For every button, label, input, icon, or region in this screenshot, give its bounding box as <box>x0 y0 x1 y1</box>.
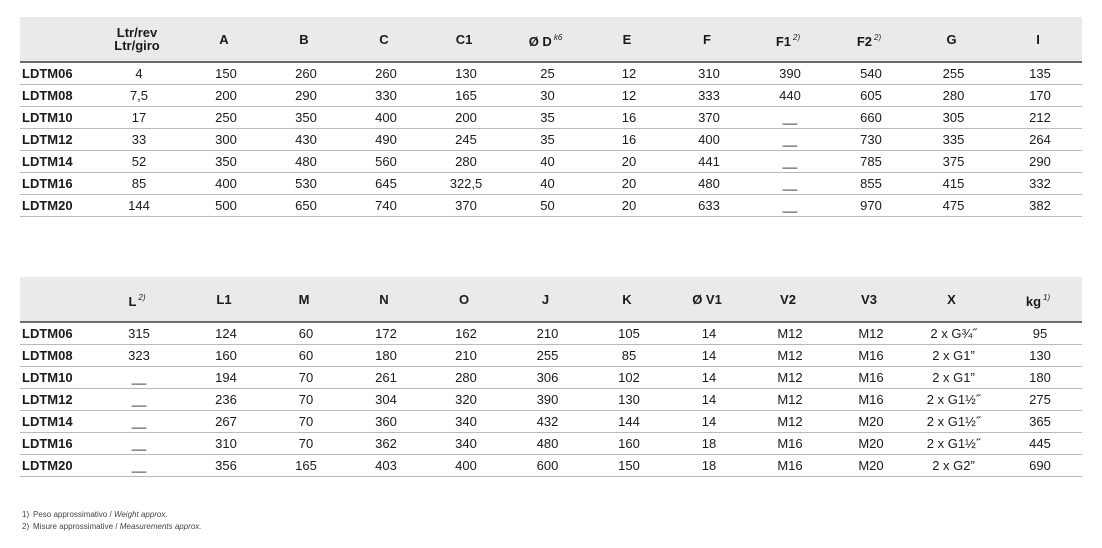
value-cell: M16 <box>858 370 884 385</box>
footnote: 1) Peso approssimativo / Weight approx. <box>22 510 168 519</box>
header-cell: G <box>946 31 957 47</box>
value-cell: 12 <box>621 88 637 103</box>
value-cell: 165 <box>455 88 477 103</box>
model-name-cell: LDTM10 <box>22 370 73 385</box>
value-cell: 480 <box>698 176 720 191</box>
header-cell: F1 $^{2)}$ <box>775 32 801 49</box>
header-cell: kg $^{1)}$ <box>1025 292 1051 309</box>
value-cell: 445 <box>1029 436 1051 451</box>
value-cell: 2 x G1” <box>932 370 975 385</box>
value-cell: 267 <box>215 414 237 429</box>
value-cell: 165 <box>295 458 317 473</box>
value-cell: 280 <box>455 370 477 385</box>
value-cell: 150 <box>618 458 640 473</box>
value-cell: 2 x G1½˝ <box>926 414 981 429</box>
header-cell: V3 <box>861 291 877 307</box>
value-cell: 60 <box>298 348 314 363</box>
value-cell: 2 x G1” <box>932 348 975 363</box>
value-cell: M12 <box>858 326 884 341</box>
value-cell: 14 <box>701 326 717 341</box>
value-cell: 18 <box>701 436 717 451</box>
value-cell: 530 <box>295 176 317 191</box>
value-cell: 30 <box>540 88 555 103</box>
value-cell: M12 <box>777 348 803 363</box>
model-name-cell: LDTM12 <box>22 392 73 407</box>
value-cell: 52 <box>131 154 147 169</box>
value-cell: 14 <box>701 392 717 407</box>
value-cell: 370 <box>698 110 720 125</box>
value-cell: 390 <box>536 392 559 407</box>
value-cell: 160 <box>215 348 237 363</box>
table-row <box>20 173 1082 195</box>
value-cell: 2 x G¾˝ <box>930 326 977 341</box>
value-cell: 365 <box>1029 414 1051 429</box>
header-cell: Ltr/rev Ltr/giro <box>114 25 160 53</box>
model-name-cell: LDTM16 <box>22 176 73 191</box>
header-cell: X <box>947 291 956 307</box>
value-cell: 160 <box>618 436 640 451</box>
header-cell: B <box>299 31 309 47</box>
value-cell: 95 <box>1032 326 1048 341</box>
value-cell: 350 <box>215 154 237 169</box>
model-name-cell: LDTM14 <box>22 414 73 429</box>
value-cell: 20 <box>621 176 637 191</box>
header-cell: F <box>703 31 711 47</box>
value-cell: 180 <box>1029 370 1051 385</box>
value-cell: 236 <box>215 392 237 407</box>
value-cell: 500 <box>215 198 237 213</box>
value-cell: 130 <box>618 392 640 407</box>
value-cell: 335 <box>942 132 965 147</box>
value-cell: 200 <box>455 110 477 125</box>
table-row <box>20 389 1082 411</box>
value-cell: 332 <box>1029 176 1051 191</box>
model-name-cell: LDTM12 <box>22 132 73 147</box>
value-cell: 475 <box>942 198 965 213</box>
table-header <box>20 17 1082 63</box>
value-cell: 300 <box>215 132 237 147</box>
table-row <box>20 107 1082 129</box>
value-cell: 333 <box>698 88 720 103</box>
value-cell: 660 <box>860 110 882 125</box>
value-cell: 280 <box>455 154 477 169</box>
value-cell: 194 <box>215 370 237 385</box>
value-cell: 400 <box>375 110 397 125</box>
value-cell: M12 <box>777 392 803 407</box>
value-cell: 600 <box>536 458 559 473</box>
header-cell: A <box>219 31 229 47</box>
table-row <box>20 411 1082 433</box>
model-name-cell: LDTM20 <box>22 198 73 213</box>
value-cell: 85 <box>131 176 147 191</box>
value-cell: M16 <box>858 348 884 363</box>
value-cell: 290 <box>295 88 317 103</box>
value-cell: 212 <box>1029 110 1051 125</box>
header-cell: K <box>622 291 632 307</box>
value-cell: 162 <box>455 326 477 341</box>
table-row <box>20 367 1082 389</box>
table-header <box>20 277 1082 323</box>
header-cell: C1 <box>455 31 473 47</box>
value-cell: 403 <box>375 458 397 473</box>
model-name-cell: LDTM06 <box>22 66 73 81</box>
table-body <box>20 63 1082 217</box>
value-cell: 605 <box>860 88 882 103</box>
value-cell: 280 <box>942 88 965 103</box>
header-cell: E <box>622 31 632 47</box>
header-cell: J <box>541 291 550 307</box>
value-cell: 70 <box>298 414 314 429</box>
header-cell: F2 $^{2)}$ <box>856 32 882 49</box>
value-cell: 650 <box>295 198 317 213</box>
header-cell: O <box>458 291 470 307</box>
value-cell: 785 <box>860 154 882 169</box>
value-cell: 370 <box>455 198 477 213</box>
value-cell: 356 <box>215 458 237 473</box>
value-cell: __ <box>782 154 798 169</box>
value-cell: 18 <box>701 458 717 473</box>
value-cell: 330 <box>375 88 397 103</box>
value-cell: 490 <box>375 132 397 147</box>
header-cell: L $^{2)}$ <box>128 292 146 309</box>
header-cell: L1 <box>216 291 232 307</box>
value-cell: 415 <box>942 176 965 191</box>
value-cell: 33 <box>131 132 147 147</box>
value-cell: M12 <box>777 326 803 341</box>
value-cell: 290 <box>1029 154 1051 169</box>
value-cell: 172 <box>375 326 397 341</box>
value-cell: 7,5 <box>129 88 149 103</box>
header-cell: N <box>379 291 389 307</box>
value-cell: 480 <box>295 154 317 169</box>
value-cell: 70 <box>298 392 314 407</box>
value-cell: __ <box>782 110 798 125</box>
header-cell: C <box>379 31 389 47</box>
value-cell: 260 <box>375 66 397 81</box>
value-cell: 144 <box>128 198 150 213</box>
value-cell: 400 <box>455 458 477 473</box>
header-cell: I <box>1036 31 1040 47</box>
table-row <box>20 151 1082 173</box>
value-cell: 645 <box>375 176 397 191</box>
value-cell: __ <box>131 370 147 385</box>
value-cell: M20 <box>858 458 884 473</box>
value-cell: 540 <box>860 66 882 81</box>
value-cell: 690 <box>1029 458 1051 473</box>
value-cell: 255 <box>942 66 965 81</box>
model-name-cell: LDTM14 <box>22 154 73 169</box>
value-cell: 50 <box>540 198 555 213</box>
table-row <box>20 129 1082 151</box>
model-name-cell: LDTM10 <box>22 110 73 125</box>
value-cell: 306 <box>536 370 559 385</box>
value-cell: M20 <box>858 414 884 429</box>
value-cell: 560 <box>375 154 397 169</box>
value-cell: 70 <box>298 370 314 385</box>
model-name-cell: LDTM16 <box>22 436 73 451</box>
value-cell: 261 <box>375 370 397 385</box>
value-cell: 2 x G2” <box>932 458 975 473</box>
value-cell: 340 <box>455 414 477 429</box>
value-cell: 305 <box>942 110 965 125</box>
value-cell: 260 <box>295 66 317 81</box>
value-cell: 85 <box>621 348 637 363</box>
table-row <box>20 195 1082 217</box>
value-cell: 17 <box>131 110 147 125</box>
model-name-cell: LDTM08 <box>22 88 73 103</box>
value-cell: 60 <box>298 326 314 341</box>
value-cell: 440 <box>779 88 801 103</box>
value-cell: 740 <box>375 198 397 213</box>
value-cell: 70 <box>298 436 314 451</box>
value-cell: __ <box>131 414 147 429</box>
value-cell: 16 <box>621 110 637 125</box>
value-cell: 35 <box>540 132 555 147</box>
value-cell: 20 <box>621 154 637 169</box>
model-name-cell: LDTM08 <box>22 348 73 363</box>
value-cell: 105 <box>618 326 640 341</box>
value-cell: 360 <box>375 414 397 429</box>
value-cell: __ <box>131 436 147 451</box>
header-cell: M <box>298 291 310 307</box>
value-cell: M12 <box>777 370 803 385</box>
value-cell: 35 <box>540 110 555 125</box>
dimensions-table-1 <box>20 17 1082 217</box>
value-cell: 855 <box>860 176 882 191</box>
value-cell: 130 <box>1029 348 1051 363</box>
value-cell: 350 <box>295 110 317 125</box>
value-cell: 102 <box>618 370 640 385</box>
value-cell: 480 <box>536 436 559 451</box>
value-cell: 320 <box>455 392 477 407</box>
value-cell: M16 <box>777 458 803 473</box>
value-cell: 2 x G1½˝ <box>926 436 981 451</box>
footnotes <box>22 509 202 533</box>
value-cell: 2 x G1½˝ <box>926 392 981 407</box>
table-row <box>20 345 1082 367</box>
value-cell: 304 <box>375 392 397 407</box>
value-cell: 20 <box>621 198 637 213</box>
value-cell: 264 <box>1029 132 1051 147</box>
header-cell: Ø D $^{k6}$ <box>528 32 563 49</box>
table-row <box>20 455 1082 477</box>
value-cell: 390 <box>779 66 801 81</box>
value-cell: M16 <box>777 436 803 451</box>
value-cell: 210 <box>455 348 477 363</box>
value-cell: __ <box>782 176 798 191</box>
value-cell: 14 <box>701 414 717 429</box>
value-cell: 310 <box>698 66 720 81</box>
value-cell: 362 <box>375 436 397 451</box>
value-cell: 144 <box>618 414 640 429</box>
value-cell: 14 <box>701 348 717 363</box>
value-cell: 730 <box>860 132 882 147</box>
value-cell: 430 <box>295 132 317 147</box>
value-cell: 382 <box>1029 198 1051 213</box>
value-cell: 16 <box>621 132 637 147</box>
value-cell: 245 <box>455 132 477 147</box>
value-cell: 14 <box>701 370 717 385</box>
value-cell: 124 <box>215 326 237 341</box>
value-cell: 375 <box>942 154 965 169</box>
value-cell: __ <box>782 132 798 147</box>
value-cell: 40 <box>540 154 555 169</box>
value-cell: 25 <box>540 66 555 81</box>
value-cell: 150 <box>215 66 237 81</box>
value-cell: 255 <box>536 348 559 363</box>
value-cell: 40 <box>540 176 555 191</box>
value-cell: M12 <box>777 414 803 429</box>
value-cell: 12 <box>621 66 637 81</box>
footnote: 2) Misure approssimative / Measurements approx. <box>22 522 202 531</box>
header-cell: Ø V1 <box>692 291 722 307</box>
value-cell: 315 <box>128 326 150 341</box>
value-cell: 180 <box>375 348 397 363</box>
dimensions-table-2 <box>20 277 1082 477</box>
value-cell: __ <box>782 198 798 213</box>
value-cell: 400 <box>698 132 720 147</box>
table-row <box>20 63 1082 85</box>
value-cell: 210 <box>536 326 559 341</box>
model-name-cell: LDTM20 <box>22 458 73 473</box>
value-cell: 130 <box>455 66 477 81</box>
header-cell: V2 <box>780 291 796 307</box>
value-cell: 432 <box>536 414 559 429</box>
value-cell: 200 <box>215 88 237 103</box>
table-row <box>20 85 1082 107</box>
value-cell: M20 <box>858 436 884 451</box>
table-row <box>20 433 1082 455</box>
value-cell: 4 <box>135 66 143 81</box>
table-row <box>20 323 1082 345</box>
value-cell: 970 <box>860 198 882 213</box>
value-cell: M16 <box>858 392 884 407</box>
value-cell: 323 <box>128 348 150 363</box>
value-cell: 322,5 <box>449 176 483 191</box>
value-cell: 310 <box>215 436 237 451</box>
value-cell: __ <box>131 392 147 407</box>
table-body <box>20 323 1082 477</box>
value-cell: 250 <box>215 110 237 125</box>
model-name-cell: LDTM06 <box>22 326 73 341</box>
value-cell: 340 <box>455 436 477 451</box>
value-cell: 135 <box>1029 66 1051 81</box>
value-cell: 441 <box>698 154 720 169</box>
value-cell: 275 <box>1029 392 1051 407</box>
value-cell: 633 <box>698 198 720 213</box>
value-cell: 170 <box>1029 88 1051 103</box>
value-cell: 400 <box>215 176 237 191</box>
value-cell: __ <box>131 458 147 473</box>
